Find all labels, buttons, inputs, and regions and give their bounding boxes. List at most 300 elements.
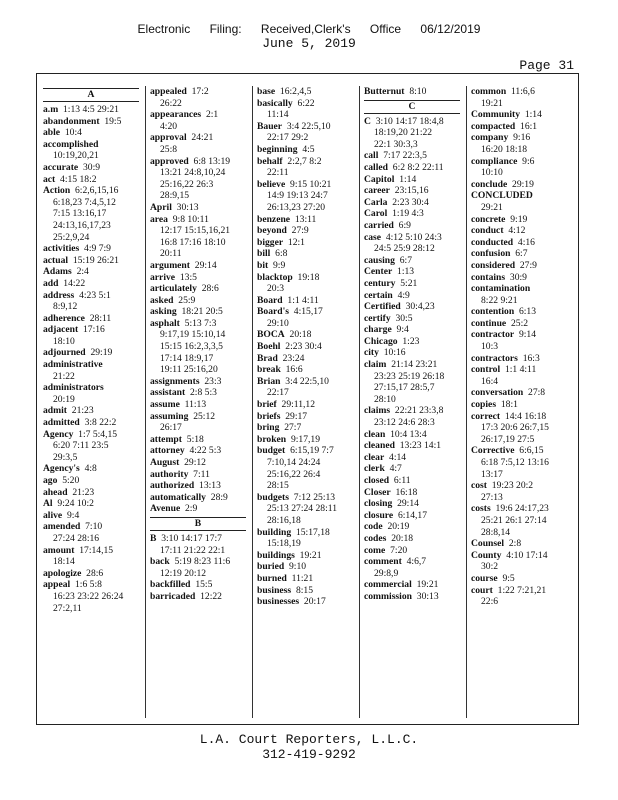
page-line-refs: 9:10: [284, 561, 307, 573]
page-line-refs: 29:12: [179, 457, 206, 468]
entry-line: [364, 487, 460, 499]
page-line-refs: 29:14: [392, 498, 419, 510]
entry-line: [43, 324, 139, 336]
entry-line: [43, 116, 139, 128]
page-line-refs: 30:13: [411, 590, 439, 602]
page-line-refs: 21:23: [66, 405, 94, 417]
index-word: burned: [257, 572, 287, 584]
entry-continuation: [257, 387, 353, 399]
page-line-refs: 21:23: [67, 486, 95, 498]
entry-line: [150, 156, 246, 168]
entry-line: [471, 353, 571, 365]
entry-continuation: [43, 452, 139, 464]
index-entry: [471, 121, 571, 133]
page-line-refs: 27:24 28:16: [53, 532, 100, 544]
page-line-refs: 8:9,12: [53, 301, 78, 313]
page-line-refs: 26:17: [160, 422, 182, 434]
index-word: bring: [257, 422, 280, 434]
entry-continuation: [364, 394, 460, 406]
page-line-refs: 12:17 15:15,16,21: [160, 225, 231, 237]
index-word: a.m: [43, 104, 59, 115]
index-entry: [364, 208, 460, 220]
index-entry: [364, 301, 460, 313]
index-word: code: [364, 521, 383, 533]
entry-line: [150, 272, 246, 284]
index-word: Board: [257, 294, 283, 306]
index-word: Adams: [43, 266, 72, 278]
index-entry: [257, 422, 353, 434]
page-line-refs: 26:13,23 27:20: [267, 201, 326, 213]
index-word: conversation: [471, 387, 524, 399]
page-line-refs: 13:17: [481, 468, 503, 480]
page-line-refs: 26:22: [160, 97, 182, 109]
entry-line: [257, 585, 353, 597]
index-word: apologize: [43, 567, 82, 579]
page-line-refs: 15:18,19: [267, 538, 301, 550]
index-word: adherence: [43, 312, 85, 324]
index-entry: [150, 469, 246, 481]
index-word: broken: [257, 433, 287, 445]
index-entry: [364, 521, 460, 533]
page-line-refs: 10:10: [481, 167, 503, 179]
page-line-refs: 8:22 9:21: [481, 294, 518, 306]
entry-line: [471, 109, 571, 121]
page-line-refs: 28:6: [81, 567, 104, 579]
entry-line: [364, 429, 460, 441]
page-line-refs: 17:11 21:22 22:1: [160, 544, 226, 556]
index-entry: [257, 492, 353, 527]
entry-line: [257, 144, 353, 156]
page-line-refs: 23:12 24:6 28:3: [374, 417, 435, 429]
entry-line: [364, 150, 460, 162]
index-word: adjourned: [43, 347, 86, 359]
page-line-refs: 13:23 14:1: [394, 440, 442, 452]
entry-line: [364, 324, 460, 336]
page-line-refs: 6:2 8:2 22:11: [387, 161, 444, 173]
index-word: behalf: [257, 155, 283, 167]
entry-line: [150, 109, 246, 121]
page-line-refs: 25:2,9,24: [53, 231, 90, 243]
index-entry: [150, 214, 246, 260]
page-line-refs: 16:23 23:22 26:24: [53, 590, 124, 602]
entry-line: [471, 573, 571, 585]
entry-continuation: [471, 98, 571, 110]
index-entry: [257, 561, 353, 573]
index-entry: [150, 272, 246, 284]
index-entry: [150, 387, 246, 399]
page-line-refs: 5:20: [57, 475, 80, 486]
index-word: concrete: [471, 213, 506, 225]
page-line-refs: 29:17: [280, 410, 308, 422]
page-line-refs: 16:18: [390, 486, 418, 498]
entry-continuation: [150, 422, 246, 434]
page-line-refs: 2:23 30:4: [387, 196, 429, 208]
index-entry: [257, 329, 353, 341]
entry-line: [364, 545, 460, 557]
index-word: bigger: [257, 236, 284, 248]
page-line-refs: 6:18,23 7:4,5,12: [53, 196, 116, 208]
page-line-refs: 9:15 10:21: [285, 178, 332, 190]
entry-line: [471, 283, 571, 295]
index-entry: [364, 440, 460, 452]
entry-line: [43, 579, 139, 591]
index-entry: [364, 86, 460, 98]
index-word: assistant: [150, 387, 186, 399]
index-entry: [471, 585, 571, 608]
entry-continuation: [43, 150, 139, 162]
entry-line: [43, 290, 139, 302]
index-entry: [364, 463, 460, 475]
entry-line: [150, 86, 246, 98]
index-word: come: [364, 544, 386, 556]
page-line-refs: 30:9: [78, 161, 101, 173]
page-line-refs: 15:19 26:21: [68, 254, 119, 266]
index-word: arrive: [150, 271, 176, 283]
entry-continuation: [150, 545, 246, 557]
index-word: correct: [471, 410, 501, 422]
page-line-refs: 12:19 20:12: [160, 567, 207, 579]
index-entry: [257, 585, 353, 597]
entry-line: [257, 376, 353, 388]
entry-continuation: [257, 318, 353, 330]
entry-line: [257, 527, 353, 539]
entry-continuation: [43, 603, 139, 615]
entry-line: [150, 457, 246, 469]
index-entry: [257, 121, 353, 144]
index-word: attorney: [150, 445, 185, 457]
index-word: charge: [364, 324, 392, 336]
entry-line: [43, 104, 139, 116]
entry-continuation: [43, 591, 139, 603]
page-line-refs: 24:13,16,17,23: [53, 219, 111, 231]
index-entry: [150, 132, 246, 155]
entry-line: [471, 550, 571, 562]
page-line-refs: 14:22: [58, 277, 86, 289]
entry-line: [43, 162, 139, 174]
page-line-refs: 27:7: [279, 422, 302, 434]
page-line-refs: 15:5: [190, 579, 213, 591]
page-line-refs: 25:8: [160, 143, 178, 155]
entry-line: [364, 347, 460, 359]
index-entry: [150, 86, 246, 109]
entry-line: [43, 545, 139, 557]
column-divider: [252, 86, 253, 718]
index-word: budget: [257, 445, 286, 457]
page-number: Page 31: [519, 58, 574, 73]
index-word: contains: [471, 271, 506, 283]
index-entry: [150, 109, 246, 132]
page-line-refs: 13:21 24:8,10,24: [160, 167, 226, 179]
entry-continuation: [364, 371, 460, 383]
page-line-refs: 10:16: [378, 347, 406, 359]
index-entry: [257, 98, 353, 121]
header-filing: Filing:: [209, 22, 242, 36]
page-line-refs: 28:9,15: [160, 190, 190, 202]
index-word: buried: [257, 561, 285, 573]
page-line-refs: 6:8 13:19: [188, 155, 231, 167]
index-word: adjacent: [43, 324, 79, 336]
entry-line: [364, 220, 460, 232]
entry-continuation: [257, 202, 353, 214]
page-line-refs: 17:3 20:6 26:7,15: [481, 422, 549, 434]
index-word: beginning: [257, 143, 298, 155]
page-line-refs: 18:19,20 21:22: [374, 127, 433, 139]
entry-continuation: [150, 98, 246, 110]
entry-continuation: [471, 492, 571, 504]
entry-continuation: [471, 295, 571, 307]
entry-continuation: [43, 301, 139, 313]
page-line-refs: 30:13: [171, 201, 199, 213]
page-line-refs: 19:21: [411, 579, 439, 591]
page-line-refs: 4:14: [384, 451, 407, 463]
index-word: called: [364, 161, 388, 173]
index-word: closing: [364, 498, 393, 510]
page-line-refs: 2:23 30:4: [280, 341, 322, 353]
entry-continuation: [257, 538, 353, 550]
entry-line: [364, 452, 460, 464]
index-entry: [471, 573, 571, 585]
page-line-refs: 19:21: [481, 97, 503, 109]
index-word: claim: [364, 359, 387, 371]
index-word: administrative: [43, 359, 103, 371]
entry-line: [43, 139, 139, 151]
index-entry: [257, 179, 353, 214]
index-entry: [150, 445, 246, 457]
header-filed-date: 06/12/2019: [420, 22, 481, 36]
page-line-refs: 16:8 17:16 18:10: [160, 236, 226, 248]
entry-line: [150, 556, 246, 568]
index-entry: [471, 156, 571, 179]
index-entry: [257, 527, 353, 550]
index-entry: [471, 190, 571, 213]
page-line-refs: 28:10: [374, 393, 396, 405]
page-line-refs: 13:11: [290, 213, 317, 225]
index-entry: [43, 127, 139, 139]
page-line-refs: 2:4: [71, 266, 89, 278]
page-line-refs: 11:14: [267, 109, 289, 121]
page-line-refs: 4:20: [160, 120, 178, 132]
entry-line: [364, 255, 460, 267]
index-word: April: [150, 201, 172, 213]
entry-line: [43, 313, 139, 325]
page-line-refs: 6:2,6,15,16: [70, 185, 119, 197]
index-word: bill: [257, 248, 271, 260]
index-entry: [471, 260, 571, 272]
entry-line: [364, 475, 460, 487]
section-letter: C: [364, 100, 460, 114]
page-line-refs: 30:2: [481, 561, 499, 573]
entry-line: [150, 318, 246, 330]
index-entry: [43, 568, 139, 580]
index-word: contractors: [471, 352, 518, 364]
index-word: Agency's: [43, 463, 80, 475]
index-entry: [257, 214, 353, 226]
index-entry: [364, 197, 460, 209]
index-word: carried: [364, 219, 394, 231]
index-entry: [150, 492, 246, 504]
entry-line: [257, 295, 353, 307]
index-entry: [471, 503, 571, 538]
index-word: Chicago: [364, 335, 398, 347]
index-word: backfilled: [150, 579, 191, 591]
page-line-refs: 20:18: [386, 532, 414, 544]
index-entry: [364, 579, 460, 591]
page-line-refs: 27:2,11: [53, 602, 82, 614]
entry-line: [471, 156, 571, 168]
index-word: conducted: [471, 236, 514, 248]
page-line-refs: 20:19: [53, 393, 75, 405]
entry-line: [471, 260, 571, 272]
index-word: Al: [43, 498, 53, 510]
entry-continuation: [150, 353, 246, 365]
entry-line: [257, 364, 353, 376]
entry-line: [364, 232, 460, 244]
index-entry: [364, 475, 460, 487]
index-word: costs: [471, 503, 491, 515]
entry-line: [471, 190, 571, 202]
page-line-refs: 7:17 22:3,5: [378, 150, 427, 162]
page-line-refs: 11:6,6: [506, 86, 535, 97]
index-entry: [43, 475, 139, 487]
page-line-refs: 6:7: [510, 248, 528, 260]
page-line-refs: 5:19 8:23 11:6: [169, 556, 231, 568]
header-office: Office: [369, 22, 402, 36]
index-entry: [364, 405, 460, 428]
entry-continuation: [257, 515, 353, 527]
page-line-refs: 4:23 5:1: [74, 289, 111, 301]
index-entry: [471, 109, 571, 121]
index-word: commission: [364, 590, 412, 602]
page-line-refs: 20:17: [299, 596, 326, 608]
index-word: Action: [43, 185, 71, 197]
page-line-refs: 22:17 29:2: [267, 132, 309, 144]
index-entry: [43, 359, 139, 382]
entry-line: [43, 475, 139, 487]
page-line-refs: 29:3,5: [53, 451, 78, 463]
index-word: attempt: [150, 433, 182, 445]
index-word: claims: [364, 405, 391, 417]
index-entry: [257, 399, 353, 411]
page-line-refs: 9:6: [517, 155, 535, 167]
index-entry: [364, 220, 460, 232]
index-entry: [43, 510, 139, 522]
index-entry: [150, 591, 246, 603]
page-line-refs: 16:6: [280, 364, 303, 376]
index-entry: [257, 260, 353, 272]
filing-header: [0, 22, 618, 36]
index-entry: [364, 290, 460, 302]
entry-continuation: [150, 179, 246, 191]
page-line-refs: 11:21: [286, 572, 314, 584]
index-entry: [257, 248, 353, 260]
page-line-refs: 19:6 24:17,23: [490, 503, 549, 515]
entry-continuation: [150, 121, 246, 133]
page-line-refs: 9:14: [514, 329, 537, 341]
page-line-refs: 1:1 4:11: [282, 294, 319, 306]
index-word: call: [364, 150, 379, 162]
index-entry: [150, 503, 246, 515]
index-word: briefs: [257, 410, 281, 422]
page-line-refs: 4:10 17:14: [501, 549, 548, 561]
index-word: career: [364, 185, 390, 197]
page-line-refs: 18:10: [53, 335, 75, 347]
page-line-refs: 6:11: [389, 475, 411, 486]
page-line-refs: 16:2,4,5: [275, 86, 312, 97]
index-entry: [257, 550, 353, 562]
page-line-refs: 9:4: [391, 324, 409, 336]
page-line-refs: 2:2,7 8:2: [282, 155, 322, 167]
index-word: Butternut: [364, 86, 405, 97]
page-line-refs: 29:14: [189, 259, 217, 271]
entry-continuation: [257, 109, 353, 121]
index-entry: [150, 533, 246, 556]
index-word: contention: [471, 306, 515, 318]
page-line-refs: 3:10 14:17 17:7: [156, 532, 222, 544]
section-letter: A: [43, 88, 139, 102]
index-word: contractor: [471, 329, 515, 341]
entry-line: [257, 237, 353, 249]
index-word: certify: [364, 312, 391, 324]
index-entry: [364, 545, 460, 557]
index-entry: [257, 596, 353, 608]
page-line-refs: 12:22: [195, 590, 222, 602]
index-entry: [364, 313, 460, 325]
page-line-refs: 27:13: [481, 491, 503, 503]
index-word: Brad: [257, 352, 278, 364]
page-line-refs: 4:5: [297, 143, 315, 155]
entry-continuation: [471, 167, 571, 179]
entry-line: [43, 359, 139, 371]
index-word: basically: [257, 97, 293, 109]
page-line-refs: 20:11: [160, 248, 182, 260]
entry-line: [257, 329, 353, 341]
index-column-2: [150, 86, 246, 718]
entry-line: [257, 573, 353, 585]
page-line-refs: 15:17,18: [291, 526, 330, 538]
page-line-refs: 13:5: [175, 271, 197, 283]
index-entry: [43, 290, 139, 313]
page-line-refs: 2:8: [504, 538, 522, 550]
entry-line: [43, 266, 139, 278]
page-line-refs: 30:4,23: [400, 301, 435, 313]
entry-line: [43, 255, 139, 267]
page-line-refs: 6:9: [393, 219, 411, 231]
index-entry: [364, 185, 460, 197]
entry-continuation: [43, 232, 139, 244]
page-line-refs: 25:13 27:24 28:11: [267, 503, 337, 515]
index-entry: [150, 295, 246, 307]
entry-line: [150, 434, 246, 446]
entry-line: [364, 336, 460, 348]
page-line-refs: 28:16,18: [267, 514, 301, 526]
index-entry: [471, 399, 571, 411]
page-line-refs: 9:17,19: [286, 433, 321, 445]
entry-line: [471, 132, 571, 144]
index-word: company: [471, 132, 509, 144]
entry-continuation: [471, 469, 571, 481]
index-word: appearances: [150, 109, 202, 121]
index-entry: [471, 538, 571, 550]
page-line-refs: 5:21: [395, 277, 418, 289]
index-column-3: [257, 86, 353, 718]
index-word: admitted: [43, 417, 80, 429]
index-entry: [257, 306, 353, 329]
index-word: add: [43, 277, 59, 289]
entry-line: [471, 585, 571, 597]
index-entry: [364, 591, 460, 603]
entry-line: [257, 353, 353, 365]
page-line-refs: 25:16,22 26:3: [160, 178, 214, 190]
